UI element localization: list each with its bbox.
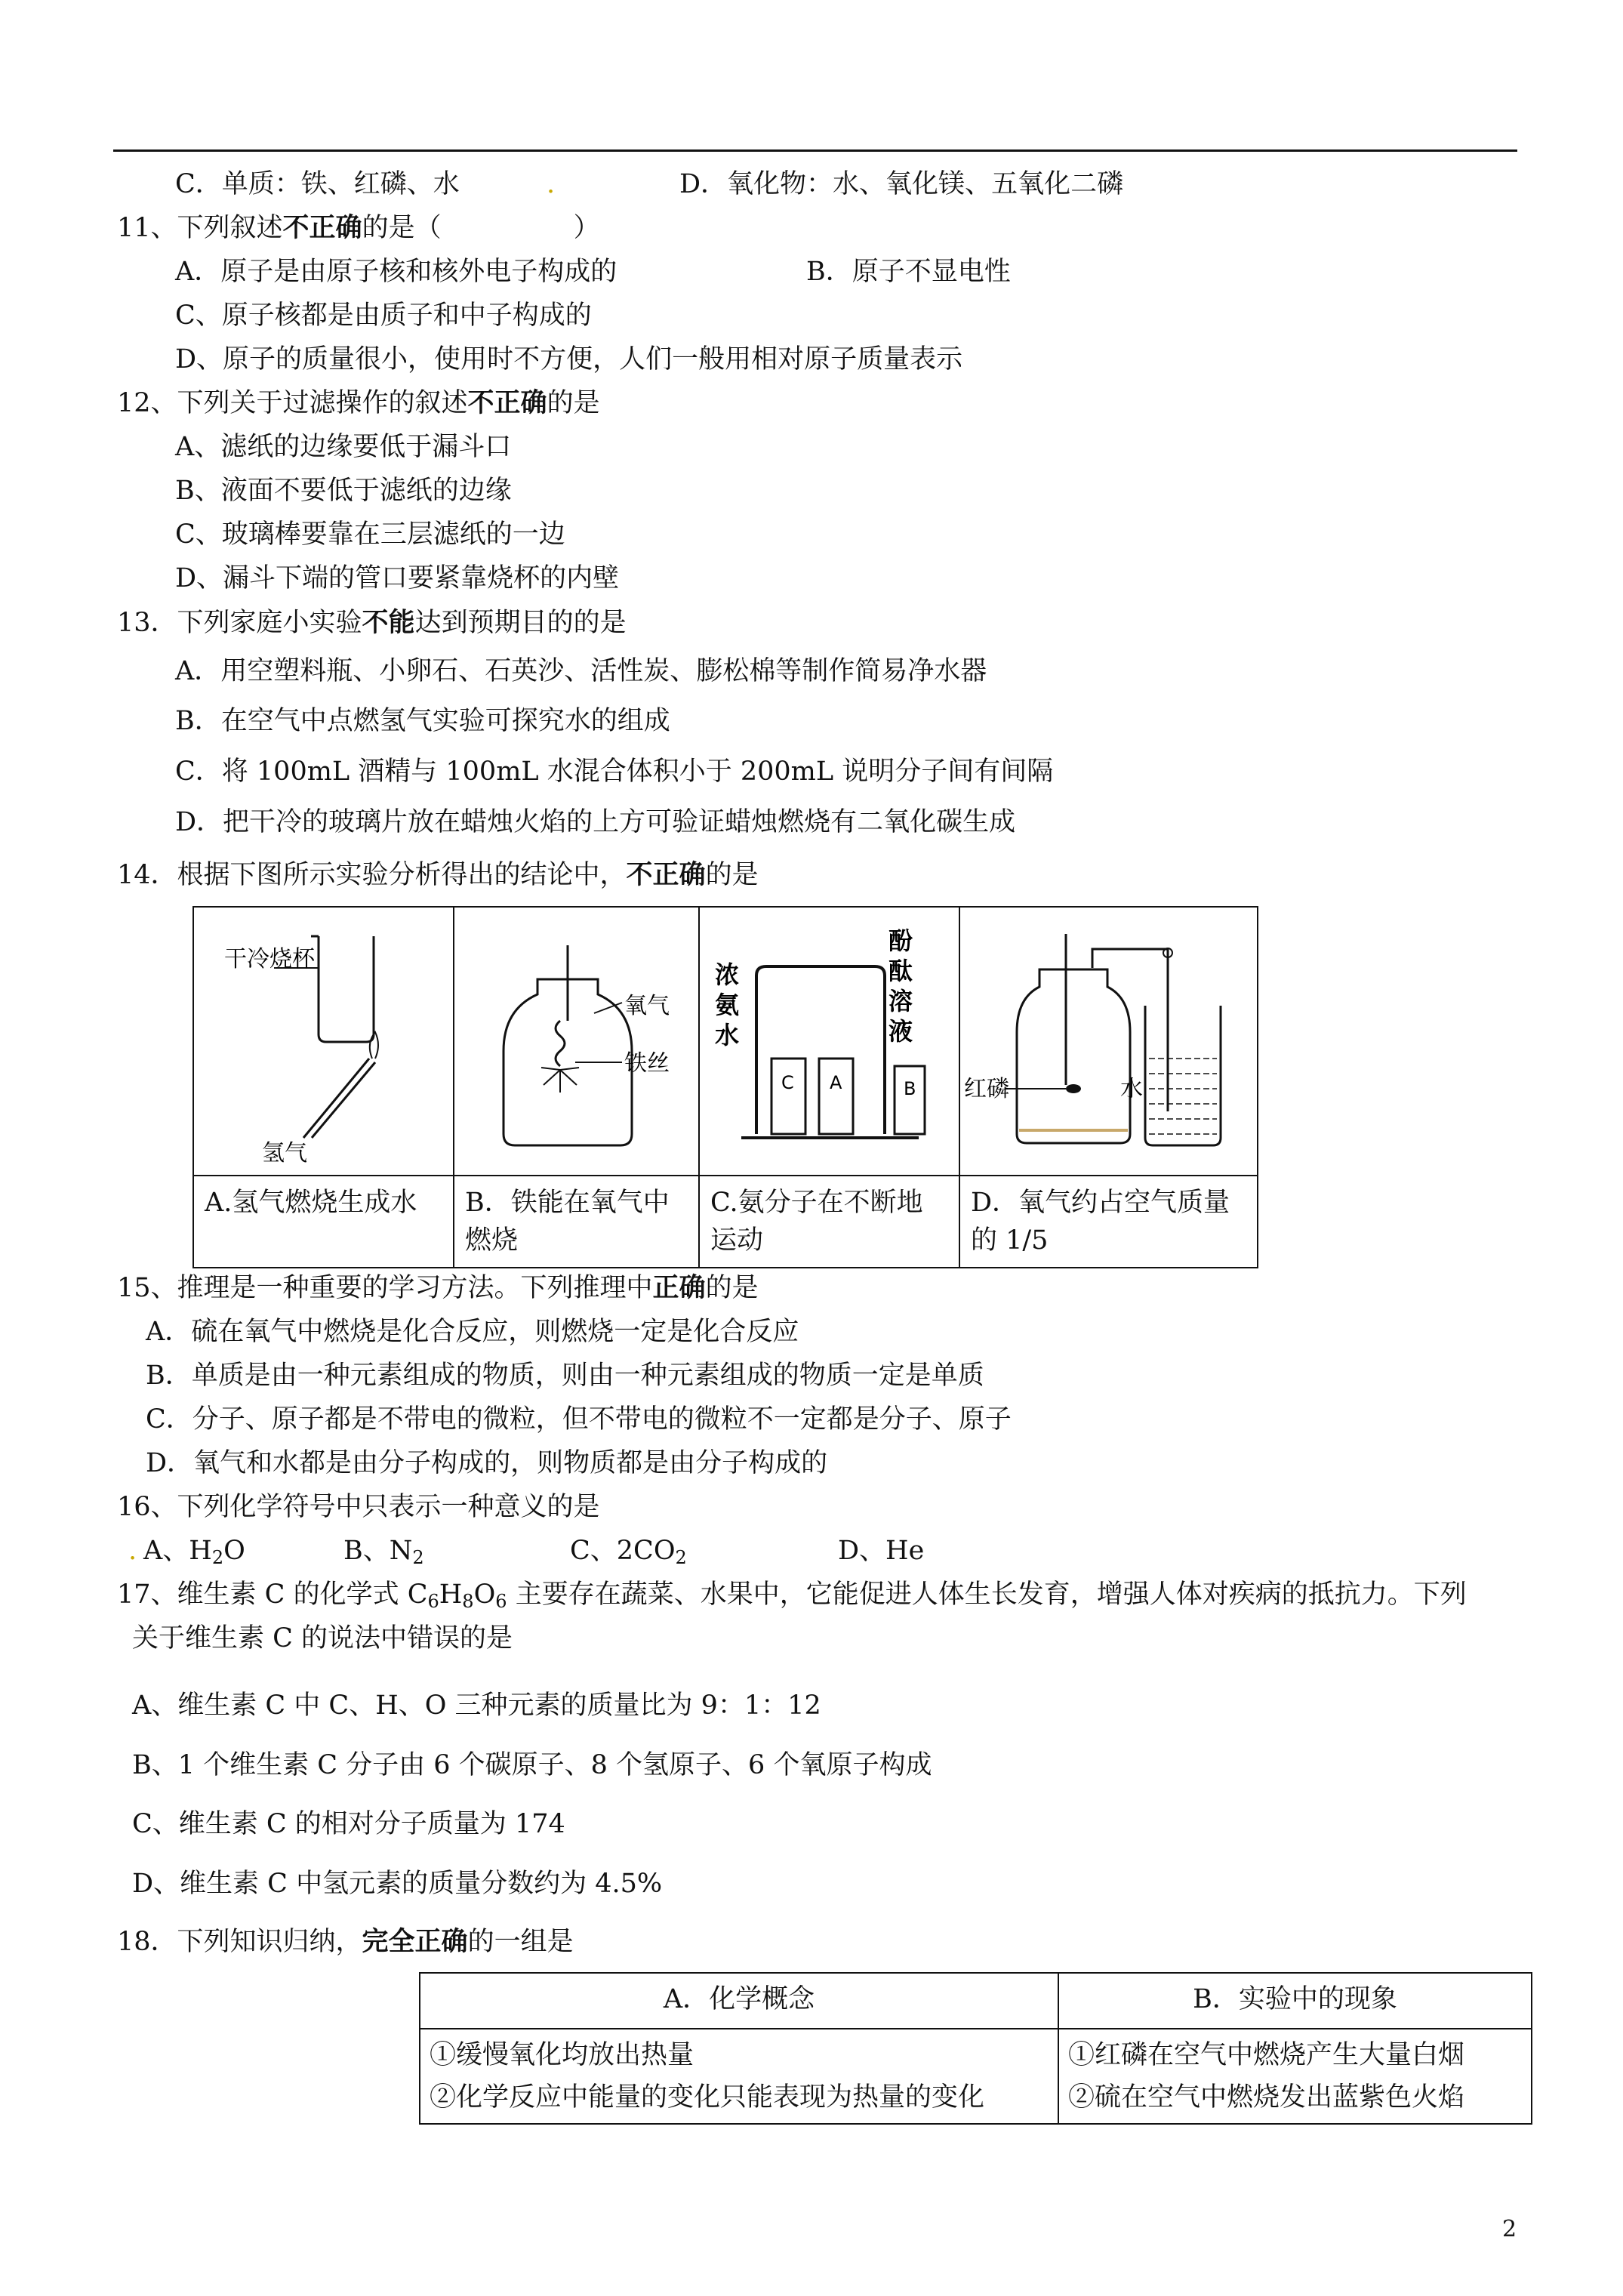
figure-b-iron-in-oxygen bbox=[454, 907, 699, 1176]
q11-option-a: A．原子是由原子核和核外电子构成的 bbox=[175, 257, 617, 287]
q11-option-c: C、原子核都是由质子和中子构成的 bbox=[175, 300, 592, 331]
label-ammonia-1: 浓 bbox=[715, 960, 740, 989]
q17-option-a: A、维生素 C 中 C、H、O 三种元素的质量比为 9：1：12 bbox=[132, 1690, 821, 1721]
q11-option-d: D、原子的质量很小，使用时不方便，人们一般用相对原子质量表示 bbox=[175, 344, 963, 374]
label-cup-b: B bbox=[904, 1078, 916, 1099]
q17-stem-line1: 17、维生素 C 的化学式 $C_6H_8O_6$ 主要存在蔬菜、水果中，它能促进人体生长发育，增强人体对疾病的抵抗力。下列 bbox=[117, 1579, 1467, 1612]
q13-option-d: D．把干冷的玻璃片放在蜡烛火焰的上方可验证蜡烛燃烧有二氧化碳生成 bbox=[175, 807, 1016, 837]
q15-option-a: A．硫在氧气中燃烧是化合反应，则燃烧一定是化合反应 bbox=[146, 1317, 799, 1347]
q16-stem: 16、下列化学符号中只表示一种意义的是 bbox=[117, 1492, 600, 1522]
label-red-phosphorus: 红磷 bbox=[964, 1076, 1009, 1102]
hydrogen-beaker-illustration bbox=[194, 908, 453, 1172]
label-hydrogen: 氢气 bbox=[262, 1140, 307, 1166]
figure-c-ammonia-diffusion bbox=[699, 907, 959, 1176]
label-phenol-4: 液 bbox=[888, 1017, 913, 1046]
label-water: 水 bbox=[1120, 1076, 1143, 1102]
q15-option-b: B．单质是由一种元素组成的物质，则由一种元素组成的物质一定是单质 bbox=[146, 1361, 984, 1391]
q14-caption-d: D．氧气约占空气质量的 1/5 bbox=[959, 1176, 1258, 1268]
q10-option-c: C．单质：铁、红磷、水 bbox=[175, 169, 460, 199]
label-oxygen: 氧气 bbox=[624, 993, 670, 1019]
q17-stem-line2: 关于维生素 C 的说法中错误的是 bbox=[132, 1623, 513, 1653]
q15-option-c: C．分子、原子都是不带电的微粒，但不带电的微粒不一定都是分子、原子 bbox=[146, 1404, 1012, 1435]
q14-caption-b: B．铁能在氧气中燃烧 bbox=[454, 1176, 699, 1268]
iron-wire-bottle-illustration bbox=[454, 908, 698, 1172]
label-phenol-2: 酞 bbox=[888, 957, 913, 985]
q16-option-d: D、He bbox=[838, 1536, 925, 1566]
q18-cell-b bbox=[1058, 2029, 1532, 2124]
q13-option-a: A．用空塑料瓶、小卵石、石英沙、活性炭、膨松棉等制作简易净水器 bbox=[175, 656, 987, 686]
q13-option-b: B．在空气中点燃氢气实验可探究水的组成 bbox=[175, 706, 670, 736]
q11-stem: 11、下列叙述不正确的是（ ） bbox=[117, 212, 600, 243]
q12-stem: 12、下列关于过滤操作的叙述不正确的是 bbox=[117, 387, 600, 418]
q18-b-item1: ①红磷在空气中燃烧产生大量白烟 bbox=[1068, 2040, 1465, 2070]
q18-stem: 18．下列知识归纳，完全正确的一组是 bbox=[117, 1926, 574, 1957]
q12-option-b: B、液面不要低于滤纸的边缘 bbox=[175, 476, 512, 506]
q18-head-b: B．实验中的现象 bbox=[1058, 1973, 1532, 2029]
q18-b-item2: ②硫在空气中燃烧发出蓝紫色火焰 bbox=[1068, 2082, 1465, 2113]
label-phenol-1: 酚 bbox=[888, 926, 913, 955]
header-rule bbox=[113, 149, 1517, 152]
q16-option-c: C、$2CO_2$ bbox=[570, 1536, 687, 1568]
q17-option-c: C、维生素 C 的相对分子质量为 174 bbox=[132, 1809, 565, 1839]
q13-stem: 13．下列家庭小实验不能达到预期目的的是 bbox=[117, 607, 627, 638]
red-phosphorus-apparatus-illustration bbox=[960, 908, 1257, 1172]
label-iron-wire: 铁丝 bbox=[624, 1050, 670, 1077]
q14-stem: 14．根据下图所示实验分析得出的结论中，不正确的是 bbox=[117, 859, 759, 890]
label-ammonia-3: 水 bbox=[715, 1021, 740, 1049]
q16-dot-mark: . bbox=[128, 1536, 137, 1566]
q18-table bbox=[419, 1972, 1532, 2125]
q16-option-a: A、$H_2O$ bbox=[143, 1536, 245, 1568]
q10-option-d: D．氧化物：水、氧化镁、五氧化二磷 bbox=[679, 169, 1124, 199]
q14-caption-a: A.氢气燃烧生成水 bbox=[193, 1176, 454, 1268]
q17-option-d: D、维生素 C 中氢元素的质量分数约为 4.5% bbox=[132, 1869, 663, 1899]
q15-stem: 15、推理是一种重要的学习方法。下列推理中正确的是 bbox=[117, 1272, 759, 1303]
label-ammonia-2: 氨 bbox=[715, 991, 740, 1019]
q15-option-d: D．氧气和水都是由分子构成的，则物质都是由分子构成的 bbox=[146, 1448, 828, 1478]
figure-d-red-phosphorus bbox=[959, 907, 1258, 1176]
q17-option-b: B、1 个维生素 C 分子由 6 个碳原子、8 个氢原子、6 个氧原子构成 bbox=[132, 1750, 932, 1780]
label-cup-a: A bbox=[830, 1072, 842, 1093]
q18-a-item1: ①缓慢氧化均放出热量 bbox=[430, 2040, 694, 2070]
q10-dot-mark: . bbox=[547, 169, 556, 199]
q18-a-item2: ②化学反应中能量的变化只能表现为热量的变化 bbox=[430, 2082, 985, 2113]
label-cup-c: C bbox=[781, 1072, 794, 1093]
q14-figure-table bbox=[192, 906, 1258, 1268]
q12-option-a: A、滤纸的边缘要低于漏斗口 bbox=[175, 432, 512, 462]
q13-option-c: C．将 100mL 酒精与 100mL 水混合体积小于 200mL 说明分子间有间隔 bbox=[175, 757, 1054, 787]
q18-head-a: A．化学概念 bbox=[420, 1973, 1058, 2029]
ammonia-phenolphthalein-illustration bbox=[700, 908, 959, 1172]
label-phenol-3: 溶 bbox=[888, 987, 913, 1015]
label-dry-beaker-1: 干冷烧杯 bbox=[224, 946, 315, 972]
q14-caption-c: C.氨分子在不断地运动 bbox=[699, 1176, 959, 1268]
figure-a-hydrogen-burning bbox=[193, 907, 454, 1176]
q11-option-b: B．原子不显电性 bbox=[806, 257, 1011, 287]
q16-option-b: B、$N_2$ bbox=[343, 1536, 424, 1568]
page-number: 2 bbox=[1502, 2216, 1517, 2242]
q12-option-c: C、玻璃棒要靠在三层滤纸的一边 bbox=[175, 519, 565, 550]
q18-cell-a bbox=[420, 2029, 1058, 2124]
q12-option-d: D、漏斗下端的管口要紧靠烧杯的内壁 bbox=[175, 563, 620, 593]
